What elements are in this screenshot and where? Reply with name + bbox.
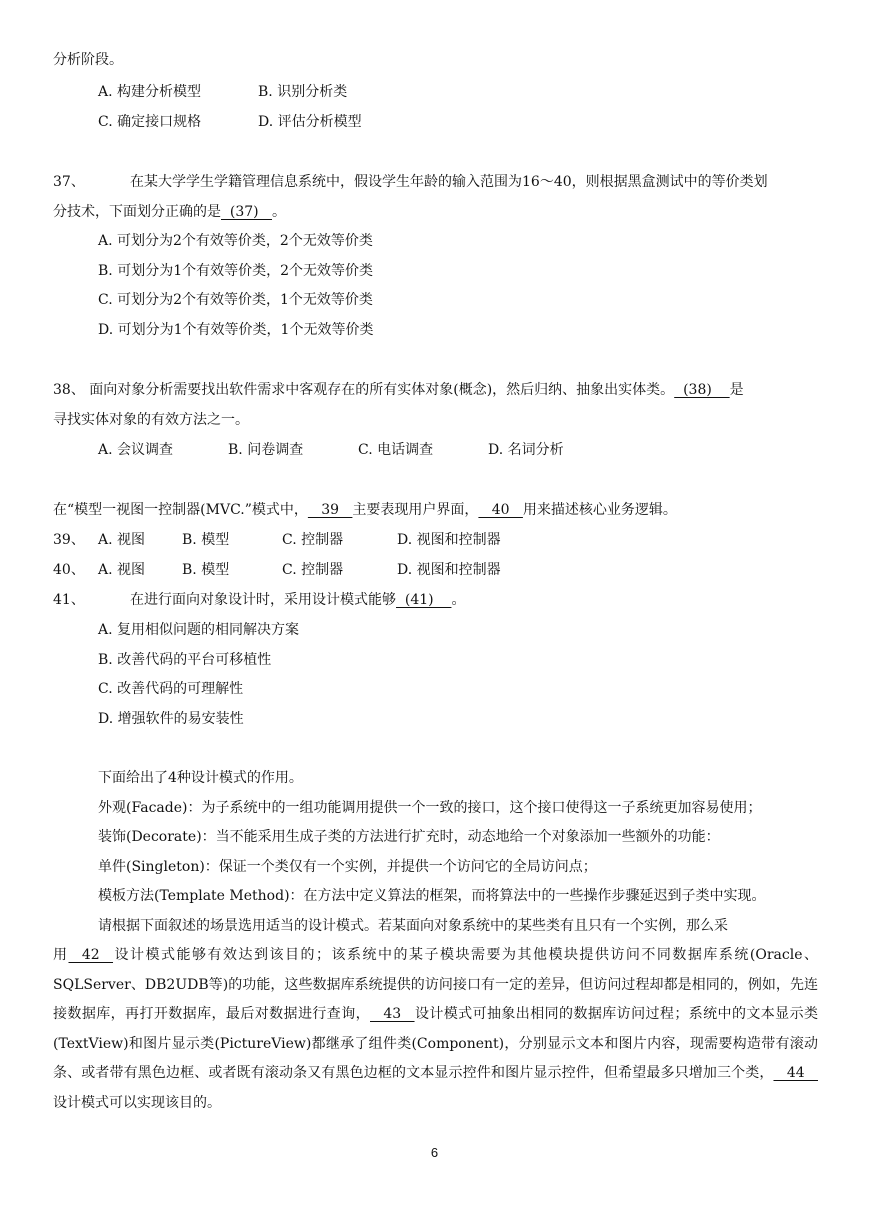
option-c: C. 控制器	[282, 562, 344, 578]
stem-part-a: 在“模型一视图一控制器(MVC.”模式中，	[53, 502, 308, 518]
option-row	[98, 82, 347, 102]
option-row-39	[53, 530, 501, 550]
question-37-text: 在某大学学生学籍管理信息系统中，假设学生年龄的输入范围为16～40，则根据黑盒测试中的等价类划	[130, 174, 768, 190]
option-a: A. 视图	[98, 532, 146, 548]
scenario-line1: 请根据下面叙述的场景选用适当的设计模式。若某面向对象系统中的某些类有且只有一个实例，那么采	[98, 918, 728, 934]
question-39-number: 39、	[53, 532, 85, 548]
question-39-40-stem	[53, 500, 677, 520]
question-37-end: 。	[272, 204, 286, 220]
question-38-end: 是	[729, 382, 744, 398]
option-b: B. 模型	[182, 562, 230, 578]
question-37-line2	[53, 202, 286, 222]
stem-part-c: 用来描述核心业务逻辑。	[522, 502, 677, 518]
question-38-text: 38、 面向对象分析需要找出软件需求中客观存在的所有实体对象(概念)，然后归纳、抽象出实体类。	[53, 382, 675, 398]
scenario-part-a: 用	[53, 947, 69, 963]
option-c: C. 改善代码的可理解性	[98, 681, 244, 697]
patterns-intro: 下面给出了4种设计模式的作用。	[98, 770, 303, 786]
blank-43: 43	[370, 1006, 415, 1023]
scenario-part-b: 设计模式能够有效达到该目的；该系统中的某子模块需要为其他模块提供访问不同数据库系统(Oracle、SQLServer、DB2UDB等)的功能，这些数据库系统提供的访问接口有一定的差异，但访问过程却都是相同的，例如，先连接数据库，再打开数据库，最后对数据进行查询，	[53, 947, 818, 1023]
option-b: B. 识别分析类	[258, 84, 348, 100]
blank-42: 42	[68, 947, 114, 963]
question-41-text: 在进行面向对象设计时，采用设计模式能够	[130, 592, 396, 608]
option-a: A. 复用相似问题的相同解决方案	[98, 622, 300, 638]
question-38-line1	[53, 380, 744, 400]
option-b: B. 改善代码的平台可移植性	[98, 652, 272, 668]
scenario-paragraph	[53, 941, 818, 1119]
page-number: 6	[430, 1145, 439, 1160]
question-37-text-b: 分技术，下面划分正确的是	[53, 204, 221, 220]
pattern-template: 模板方法(Template Method)：在方法中定义算法的框架，而将算法中的一些操作步骤延迟到子类中实现。	[98, 888, 766, 904]
blank-44: 44	[773, 1065, 818, 1082]
option-a: A. 会议调查	[98, 442, 174, 458]
blank-41: (41)	[396, 592, 452, 608]
option-c: C. 可划分为2个有效等价类，1个无效等价类	[98, 292, 373, 308]
option-d: D. 增强软件的易安装性	[98, 711, 244, 727]
option-b: B. 模型	[182, 532, 230, 548]
option-d: D. 可划分为1个有效等价类，1个无效等价类	[98, 322, 374, 338]
blank-38: (38)	[674, 382, 730, 398]
option-row	[98, 440, 564, 460]
stem-part-b: 主要表现用户界面，	[352, 502, 479, 518]
blank-39: 39	[307, 502, 353, 518]
pattern-facade: 外观(Facade)：为子系统中的一组功能调用提供一个一致的接口，这个接口使得这一子系统更加容易使用；	[98, 800, 762, 816]
question-40-number: 40、	[53, 562, 85, 578]
scenario-part-c: 设计模式可抽象出相同的数据库访问过程；系统中的文本显示类(TextView)和图片显示类(PictureView)都继承了组件类(Component)，分别显示文本和图片内容，现需要构造带有滚动条、或者带有黑色边框、或者既有滚动条又有黑色边框的文本显示控件和图片显示控件，但希望最多只增加三个类，	[53, 1006, 819, 1082]
pattern-decorate: 装饰(Decorate)：当不能采用生成子类的方法进行扩充时，动态地给一个对象添加一些额外的功能：	[98, 829, 720, 845]
option-row-40	[53, 560, 501, 580]
option-c: C. 电话调查	[358, 442, 434, 458]
scenario-part-d: 设计模式可以实现该目的。	[53, 1094, 221, 1111]
option-d: D. 名词分析	[488, 442, 564, 458]
question-41-end: 。	[451, 592, 466, 608]
question-38-line2: 寻找实体对象的有效方法之一。	[53, 412, 249, 428]
text-line: 分析阶段。	[53, 52, 123, 68]
option-b: B. 可划分为1个有效等价类，2个无效等价类	[98, 263, 374, 279]
option-d: D. 视图和控制器	[397, 532, 501, 548]
option-c: C. 确定接口规格	[98, 114, 202, 130]
option-a: A. 可划分为2个有效等价类，2个无效等价类	[98, 233, 373, 249]
option-b: B. 问卷调查	[228, 442, 304, 458]
blank-37: (37)	[221, 204, 272, 220]
option-c: C. 控制器	[282, 532, 344, 548]
option-d: D. 评估分析模型	[258, 114, 362, 130]
pattern-singleton: 单件(Singleton)：保证一个类仅有一个实例，并提供一个访问它的全局访问点；	[98, 859, 597, 875]
blank-40: 40	[478, 502, 523, 518]
option-a: A. 视图	[98, 562, 146, 578]
option-row	[98, 112, 362, 132]
option-a: A. 构建分析模型	[98, 84, 202, 100]
question-41-number: 41、	[53, 592, 85, 608]
option-d: D. 视图和控制器	[397, 562, 501, 578]
question-37-number: 37、	[53, 174, 85, 190]
question-41-stem	[130, 590, 465, 610]
